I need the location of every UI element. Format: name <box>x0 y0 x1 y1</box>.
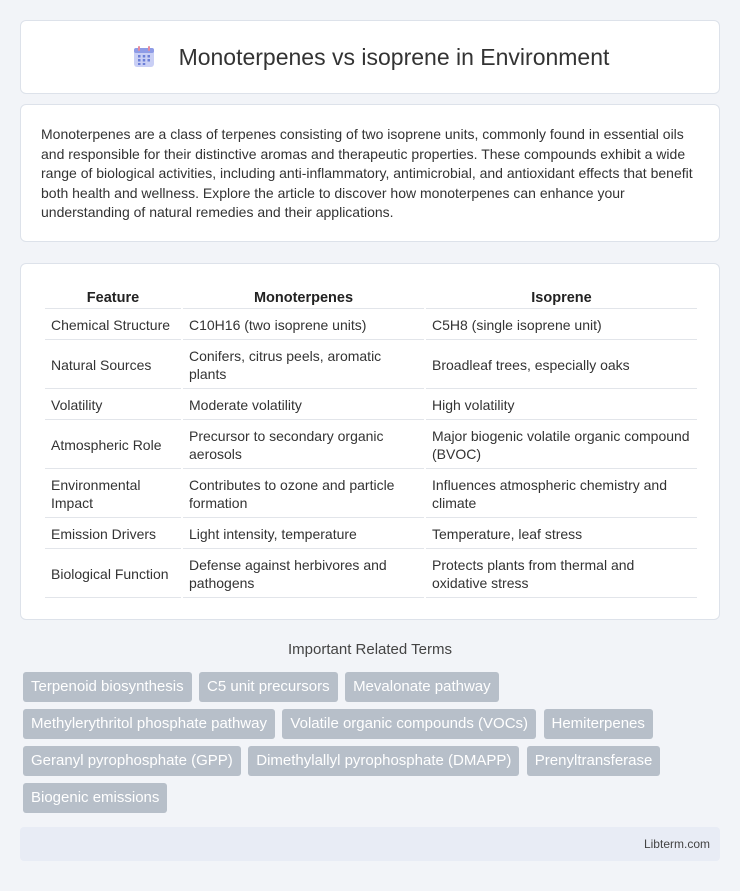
related-terms-title: Important Related Terms <box>288 641 452 658</box>
table-row <box>45 422 697 469</box>
table-row <box>45 471 697 518</box>
related-term-tag[interactable]: Terpenoid biosynthesis <box>23 672 192 702</box>
table-row <box>45 391 697 420</box>
related-term-tag[interactable]: Mevalonate pathway <box>345 672 499 702</box>
table-cell: Biological Function <box>45 551 181 598</box>
page-header <box>20 20 720 94</box>
related-term-tag[interactable]: Hemiterpenes <box>544 709 653 739</box>
page-title: Monoterpenes vs isoprene in Environment <box>178 43 610 70</box>
table-cell: Protects plants from thermal and oxidative stress <box>426 551 697 598</box>
related-term-tag[interactable]: Methylerythritol phosphate pathway <box>23 709 275 739</box>
related-term-tag[interactable]: Geranyl pyrophosphate (GPP) <box>23 746 241 776</box>
table-row <box>45 551 697 598</box>
table-cell: Moderate volatility <box>183 391 424 420</box>
related-terms-list <box>23 672 723 820</box>
column-header: Monoterpenes <box>183 286 424 309</box>
table-cell: Light intensity, temperature <box>183 520 424 549</box>
table-cell: Atmospheric Role <box>45 422 181 469</box>
table-cell: Contributes to ozone and particle formation <box>183 471 424 518</box>
table-row <box>45 520 697 549</box>
table-cell: C10H16 (two isoprene units) <box>183 311 424 340</box>
related-term-tag[interactable]: Volatile organic compounds (VOCs) <box>282 709 536 739</box>
table-cell: Major biogenic volatile organic compound (BVOC) <box>426 422 697 469</box>
table-row <box>45 342 697 389</box>
table-cell: Chemical Structure <box>45 311 181 340</box>
table-cell: Volatility <box>45 391 181 420</box>
related-term-tag[interactable]: Dimethylallyl pyrophosphate (DMAPP) <box>248 746 519 776</box>
table-cell: Natural Sources <box>45 342 181 389</box>
table-cell: Environmental Impact <box>45 471 181 518</box>
intro-text: Monoterpenes are a class of terpenes consisting of two isoprene units, commonly found in essential oils and responsible for their distinctive aromas and therapeutic properties. These compounds exhibit a wide range of biological activities, including anti-inflammatory, antimicrobial, and antioxidant effects that benefit both health and wellness. Explore the article to discover how monoterpenes can enhance your understanding of natural remedies and their applications. <box>41 126 693 220</box>
table-cell: Precursor to secondary organic aerosols <box>183 422 424 469</box>
calendar-grid-icon <box>131 44 157 70</box>
intro-section <box>20 104 720 242</box>
table-row <box>45 311 697 340</box>
related-term-tag[interactable]: Prenyltransferase <box>527 746 661 776</box>
page-footer <box>20 827 720 861</box>
related-term-tag[interactable]: C5 unit precursors <box>199 672 338 702</box>
table-cell: Broadleaf trees, especially oaks <box>426 342 697 389</box>
table-cell: Temperature, leaf stress <box>426 520 697 549</box>
table-header-row <box>45 286 697 309</box>
comparison-table <box>43 284 699 600</box>
footer-site-link[interactable]: Libterm.com <box>643 837 710 851</box>
table-cell: Emission Drivers <box>45 520 181 549</box>
column-header: Feature <box>45 286 181 309</box>
column-header: Isoprene <box>426 286 697 309</box>
table-cell: Defense against herbivores and pathogens <box>183 551 424 598</box>
table-cell: Influences atmospheric chemistry and climate <box>426 471 697 518</box>
comparison-table-card <box>20 263 720 620</box>
related-term-tag[interactable]: Biogenic emissions <box>23 783 167 813</box>
table-cell: High volatility <box>426 391 697 420</box>
table-cell: Conifers, citrus peels, aromatic plants <box>183 342 424 389</box>
table-cell: C5H8 (single isoprene unit) <box>426 311 697 340</box>
